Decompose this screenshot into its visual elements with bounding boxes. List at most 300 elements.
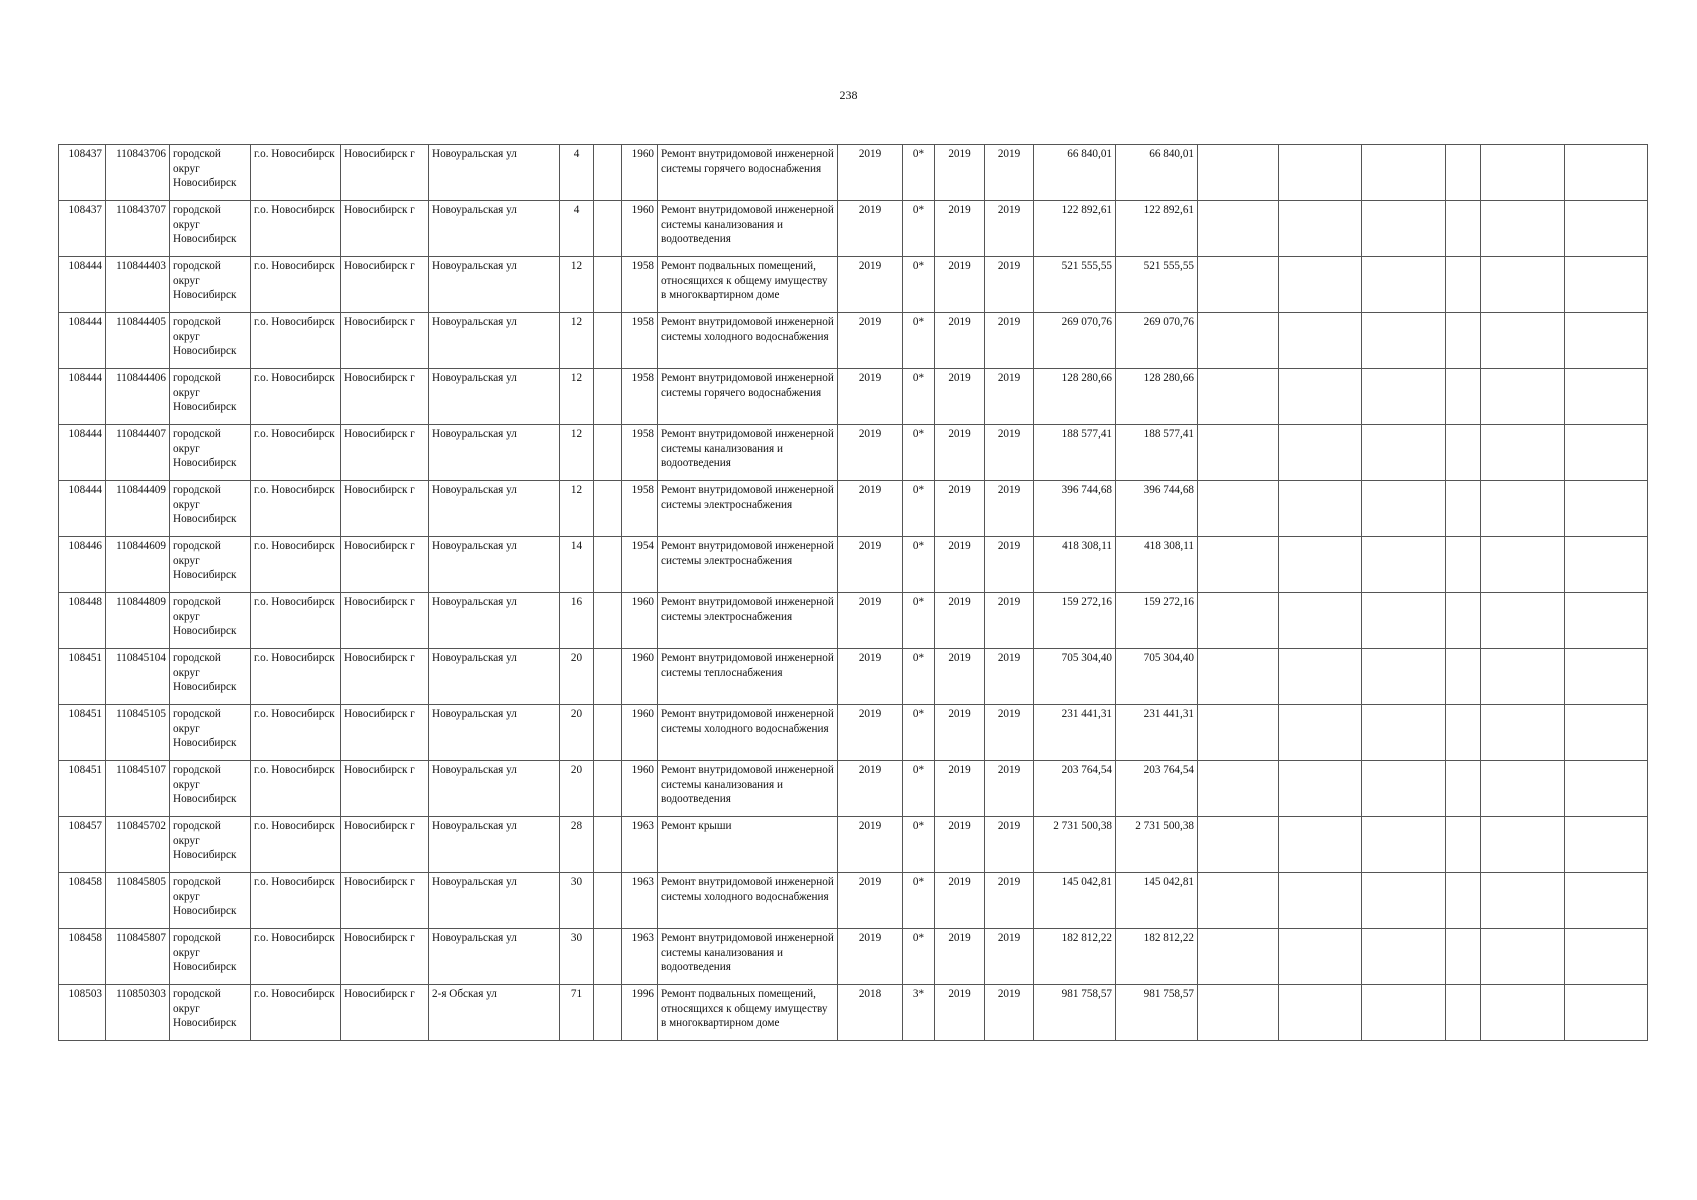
row-municipality: г.о. Новосибирск [251,201,341,257]
row-mark: 0* [903,425,935,481]
row-work-type: Ремонт внутридомовой инженерной системы электроснабжения [658,537,838,593]
row-code: 110843707 [106,201,170,257]
row-street: Новоуральская ул [429,369,560,425]
row-empty-cell [1279,649,1362,705]
row-empty-cell [1198,873,1279,929]
row-empty-cell [1481,649,1565,705]
row-house: 30 [560,873,594,929]
row-empty-cell [1279,257,1362,313]
row-empty-cell [1565,761,1648,817]
row-cost-total: 418 308,11 [1034,537,1116,593]
row-cost-total: 705 304,40 [1034,649,1116,705]
row-empty-cell [1198,313,1279,369]
row-city: Новосибирск г [341,593,429,649]
row-city: Новосибирск г [341,761,429,817]
row-empty-cell [1565,257,1648,313]
row-code: 110844609 [106,537,170,593]
row-building [594,649,622,705]
row-id: 108437 [59,145,106,201]
row-street: Новоуральская ул [429,537,560,593]
row-empty-cell [1481,929,1565,985]
row-cost-fund: 2 731 500,38 [1116,817,1198,873]
page-number: 238 [839,88,858,102]
row-empty-cell [1481,425,1565,481]
row-empty-cell [1198,761,1279,817]
row-code: 110844809 [106,593,170,649]
row-year-start: 2019 [935,929,985,985]
row-work-type: Ремонт подвальных помещений, относящихся к общему имуществу в многоквартирном доме [658,257,838,313]
row-empty-cell [1565,313,1648,369]
row-cost-total: 981 758,57 [1034,985,1116,1041]
row-id: 108437 [59,201,106,257]
row-id: 108448 [59,593,106,649]
row-cost-total: 521 555,55 [1034,257,1116,313]
row-empty-cell [1279,817,1362,873]
row-empty-cell [1362,649,1446,705]
row-empty-cell [1481,761,1565,817]
row-empty-cell [1481,873,1565,929]
row-work-type: Ремонт внутридомовой инженерной системы холодного водоснабжения [658,313,838,369]
row-code: 110844409 [106,481,170,537]
row-id: 108446 [59,537,106,593]
row-district: городской округ Новосибирск [170,369,251,425]
row-street: Новоуральская ул [429,201,560,257]
row-mark: 0* [903,817,935,873]
row-district: городской округ Новосибирск [170,649,251,705]
table-row [59,481,1648,537]
row-empty-cell [1446,313,1481,369]
row-building [594,257,622,313]
row-work-type: Ремонт внутридомовой инженерной системы канализования и водоотведения [658,929,838,985]
row-empty-cell [1481,705,1565,761]
row-cost-fund: 159 272,16 [1116,593,1198,649]
row-id: 108444 [59,369,106,425]
row-empty-cell [1362,369,1446,425]
row-cost-fund: 122 892,61 [1116,201,1198,257]
row-cost-fund: 396 744,68 [1116,481,1198,537]
row-mark: 0* [903,593,935,649]
row-year-built: 1954 [622,537,658,593]
row-city: Новосибирск г [341,537,429,593]
row-city: Новосибирск г [341,145,429,201]
row-year-start: 2019 [935,145,985,201]
row-year-start: 2019 [935,369,985,425]
row-cost-total: 145 042,81 [1034,873,1116,929]
row-year-planned: 2019 [838,705,903,761]
row-code: 110843706 [106,145,170,201]
row-mark: 0* [903,201,935,257]
row-year-built: 1958 [622,313,658,369]
row-empty-cell [1362,985,1446,1041]
row-building [594,761,622,817]
row-city: Новосибирск г [341,985,429,1041]
row-code: 110844407 [106,425,170,481]
row-year-planned: 2019 [838,369,903,425]
row-year-end: 2019 [985,705,1034,761]
row-year-end: 2019 [985,369,1034,425]
row-empty-cell [1481,593,1565,649]
row-district: городской округ Новосибирск [170,929,251,985]
row-house: 20 [560,761,594,817]
row-empty-cell [1446,201,1481,257]
row-municipality: г.о. Новосибирск [251,649,341,705]
row-municipality: г.о. Новосибирск [251,313,341,369]
row-empty-cell [1279,481,1362,537]
row-empty-cell [1446,929,1481,985]
row-mark: 0* [903,649,935,705]
row-year-start: 2019 [935,425,985,481]
row-year-end: 2019 [985,929,1034,985]
row-district: городской округ Новосибирск [170,761,251,817]
row-cost-fund: 981 758,57 [1116,985,1198,1041]
row-year-start: 2019 [935,537,985,593]
row-empty-cell [1446,145,1481,201]
row-street: 2-я Обская ул [429,985,560,1041]
row-empty-cell [1198,985,1279,1041]
table-row [59,201,1648,257]
row-empty-cell [1362,817,1446,873]
row-year-built: 1996 [622,985,658,1041]
row-building [594,817,622,873]
row-city: Новосибирск г [341,481,429,537]
row-building [594,425,622,481]
row-cost-fund: 705 304,40 [1116,649,1198,705]
row-street: Новоуральская ул [429,929,560,985]
row-empty-cell [1565,985,1648,1041]
row-code: 110845807 [106,929,170,985]
row-id: 108458 [59,929,106,985]
row-building [594,873,622,929]
row-year-start: 2019 [935,593,985,649]
row-year-built: 1958 [622,481,658,537]
row-year-start: 2019 [935,201,985,257]
row-work-type: Ремонт внутридомовой инженерной системы холодного водоснабжения [658,705,838,761]
row-work-type: Ремонт внутридомовой инженерной системы канализования и водоотведения [658,201,838,257]
row-empty-cell [1198,593,1279,649]
row-municipality: г.о. Новосибирск [251,257,341,313]
row-street: Новоуральская ул [429,873,560,929]
row-city: Новосибирск г [341,929,429,985]
row-street: Новоуральская ул [429,705,560,761]
row-building [594,481,622,537]
row-year-start: 2019 [935,985,985,1041]
row-district: городской округ Новосибирск [170,425,251,481]
row-id: 108444 [59,425,106,481]
row-cost-fund: 269 070,76 [1116,313,1198,369]
row-work-type: Ремонт внутридомовой инженерной системы электроснабжения [658,593,838,649]
row-year-planned: 2019 [838,313,903,369]
row-work-type: Ремонт крыши [658,817,838,873]
row-year-built: 1963 [622,929,658,985]
row-year-planned: 2019 [838,145,903,201]
row-empty-cell [1198,257,1279,313]
row-building [594,985,622,1041]
row-id: 108444 [59,481,106,537]
row-year-planned: 2019 [838,425,903,481]
row-empty-cell [1446,257,1481,313]
row-year-built: 1960 [622,649,658,705]
row-mark: 0* [903,537,935,593]
row-empty-cell [1446,537,1481,593]
row-mark: 0* [903,761,935,817]
table-row [59,369,1648,425]
row-city: Новосибирск г [341,705,429,761]
row-building [594,537,622,593]
row-year-planned: 2019 [838,929,903,985]
row-work-type: Ремонт внутридомовой инженерной системы канализования и водоотведения [658,761,838,817]
row-code: 110844403 [106,257,170,313]
row-house: 12 [560,369,594,425]
row-code: 110845104 [106,649,170,705]
row-year-end: 2019 [985,201,1034,257]
row-municipality: г.о. Новосибирск [251,537,341,593]
row-year-start: 2019 [935,761,985,817]
row-year-end: 2019 [985,425,1034,481]
row-mark: 0* [903,257,935,313]
row-empty-cell [1198,201,1279,257]
row-empty-cell [1279,761,1362,817]
row-empty-cell [1446,369,1481,425]
row-empty-cell [1481,257,1565,313]
row-year-end: 2019 [985,649,1034,705]
row-empty-cell [1446,985,1481,1041]
row-building [594,705,622,761]
row-empty-cell [1565,537,1648,593]
row-empty-cell [1198,145,1279,201]
row-empty-cell [1446,761,1481,817]
row-year-built: 1960 [622,145,658,201]
row-year-planned: 2019 [838,873,903,929]
row-empty-cell [1362,425,1446,481]
row-empty-cell [1198,649,1279,705]
row-empty-cell [1279,593,1362,649]
row-empty-cell [1481,201,1565,257]
row-empty-cell [1446,481,1481,537]
row-code: 110845105 [106,705,170,761]
table-row [59,313,1648,369]
row-year-built: 1960 [622,201,658,257]
row-year-planned: 2019 [838,593,903,649]
row-year-end: 2019 [985,537,1034,593]
row-mark: 0* [903,481,935,537]
row-cost-total: 66 840,01 [1034,145,1116,201]
row-year-built: 1958 [622,369,658,425]
row-id: 108451 [59,705,106,761]
row-city: Новосибирск г [341,649,429,705]
row-id: 108451 [59,649,106,705]
row-cost-fund: 145 042,81 [1116,873,1198,929]
table-row [59,761,1648,817]
row-building [594,313,622,369]
row-municipality: г.о. Новосибирск [251,873,341,929]
row-year-start: 2019 [935,817,985,873]
row-city: Новосибирск г [341,817,429,873]
row-mark: 3* [903,985,935,1041]
row-empty-cell [1565,873,1648,929]
row-house: 4 [560,201,594,257]
row-empty-cell [1565,201,1648,257]
row-empty-cell [1362,257,1446,313]
row-house: 30 [560,929,594,985]
row-municipality: г.о. Новосибирск [251,369,341,425]
row-cost-fund: 418 308,11 [1116,537,1198,593]
row-year-built: 1963 [622,873,658,929]
row-mark: 0* [903,929,935,985]
row-mark: 0* [903,873,935,929]
row-code: 110850303 [106,985,170,1041]
row-empty-cell [1362,481,1446,537]
row-empty-cell [1481,481,1565,537]
row-building [594,369,622,425]
row-municipality: г.о. Новосибирск [251,481,341,537]
row-year-end: 2019 [985,313,1034,369]
row-district: городской округ Новосибирск [170,257,251,313]
row-municipality: г.о. Новосибирск [251,761,341,817]
row-empty-cell [1362,593,1446,649]
row-city: Новосибирск г [341,201,429,257]
row-code: 110844405 [106,313,170,369]
row-year-start: 2019 [935,649,985,705]
row-work-type: Ремонт внутридомовой инженерной системы горячего водоснабжения [658,369,838,425]
row-cost-total: 396 744,68 [1034,481,1116,537]
row-empty-cell [1279,985,1362,1041]
row-house: 4 [560,145,594,201]
row-year-start: 2019 [935,257,985,313]
row-district: городской округ Новосибирск [170,873,251,929]
row-city: Новосибирск г [341,873,429,929]
row-mark: 0* [903,705,935,761]
row-house: 71 [560,985,594,1041]
row-cost-total: 231 441,31 [1034,705,1116,761]
row-empty-cell [1362,705,1446,761]
row-cost-total: 128 280,66 [1034,369,1116,425]
row-cost-fund: 188 577,41 [1116,425,1198,481]
row-year-end: 2019 [985,593,1034,649]
row-empty-cell [1362,313,1446,369]
row-year-built: 1963 [622,817,658,873]
row-city: Новосибирск г [341,425,429,481]
row-district: городской округ Новосибирск [170,145,251,201]
row-cost-total: 203 764,54 [1034,761,1116,817]
row-building [594,593,622,649]
row-street: Новоуральская ул [429,313,560,369]
row-empty-cell [1565,369,1648,425]
table-row [59,929,1648,985]
row-empty-cell [1198,929,1279,985]
row-year-end: 2019 [985,985,1034,1041]
row-code: 110844406 [106,369,170,425]
row-year-planned: 2019 [838,649,903,705]
row-year-built: 1960 [622,761,658,817]
row-cost-total: 2 731 500,38 [1034,817,1116,873]
table-row [59,985,1648,1041]
row-city: Новосибирск г [341,313,429,369]
row-building [594,145,622,201]
row-work-type: Ремонт внутридомовой инженерной системы канализования и водоотведения [658,425,838,481]
row-municipality: г.о. Новосибирск [251,425,341,481]
row-empty-cell [1446,705,1481,761]
row-year-planned: 2018 [838,985,903,1041]
row-year-built: 1960 [622,705,658,761]
row-year-end: 2019 [985,873,1034,929]
table-row [59,705,1648,761]
row-cost-total: 159 272,16 [1034,593,1116,649]
row-street: Новоуральская ул [429,145,560,201]
row-code: 110845805 [106,873,170,929]
row-id: 108458 [59,873,106,929]
row-empty-cell [1565,705,1648,761]
row-cost-fund: 521 555,55 [1116,257,1198,313]
row-cost-fund: 231 441,31 [1116,705,1198,761]
row-year-start: 2019 [935,705,985,761]
row-year-end: 2019 [985,145,1034,201]
row-district: городской округ Новосибирск [170,201,251,257]
row-empty-cell [1279,425,1362,481]
row-empty-cell [1279,369,1362,425]
table-row [59,425,1648,481]
row-cost-fund: 128 280,66 [1116,369,1198,425]
table-row [59,649,1648,705]
row-district: городской округ Новосибирск [170,537,251,593]
row-district: городской округ Новосибирск [170,593,251,649]
row-id: 108503 [59,985,106,1041]
row-empty-cell [1481,537,1565,593]
row-empty-cell [1362,537,1446,593]
row-street: Новоуральская ул [429,593,560,649]
row-district: городской округ Новосибирск [170,705,251,761]
row-work-type: Ремонт подвальных помещений, относящихся к общему имуществу в многоквартирном доме [658,985,838,1041]
row-municipality: г.о. Новосибирск [251,929,341,985]
row-empty-cell [1565,593,1648,649]
row-id: 108444 [59,313,106,369]
row-empty-cell [1362,873,1446,929]
row-district: городской округ Новосибирск [170,985,251,1041]
row-work-type: Ремонт внутридомовой инженерной системы теплоснабжения [658,649,838,705]
row-empty-cell [1565,929,1648,985]
row-house: 20 [560,649,594,705]
row-year-planned: 2019 [838,537,903,593]
row-mark: 0* [903,313,935,369]
row-house: 14 [560,537,594,593]
row-empty-cell [1565,817,1648,873]
row-empty-cell [1565,649,1648,705]
row-empty-cell [1362,145,1446,201]
row-cost-fund: 66 840,01 [1116,145,1198,201]
row-house: 20 [560,705,594,761]
row-house: 12 [560,481,594,537]
row-year-start: 2019 [935,873,985,929]
table-row [59,873,1648,929]
row-empty-cell [1279,201,1362,257]
row-empty-cell [1481,817,1565,873]
row-empty-cell [1198,817,1279,873]
row-code: 110845107 [106,761,170,817]
row-id: 108444 [59,257,106,313]
row-empty-cell [1279,705,1362,761]
row-municipality: г.о. Новосибирск [251,705,341,761]
row-street: Новоуральская ул [429,257,560,313]
row-year-end: 2019 [985,257,1034,313]
row-year-start: 2019 [935,481,985,537]
row-year-planned: 2019 [838,817,903,873]
row-empty-cell [1446,649,1481,705]
row-empty-cell [1198,369,1279,425]
row-empty-cell [1481,369,1565,425]
row-cost-total: 182 812,22 [1034,929,1116,985]
row-municipality: г.о. Новосибирск [251,985,341,1041]
row-municipality: г.о. Новосибирск [251,817,341,873]
row-empty-cell [1565,425,1648,481]
